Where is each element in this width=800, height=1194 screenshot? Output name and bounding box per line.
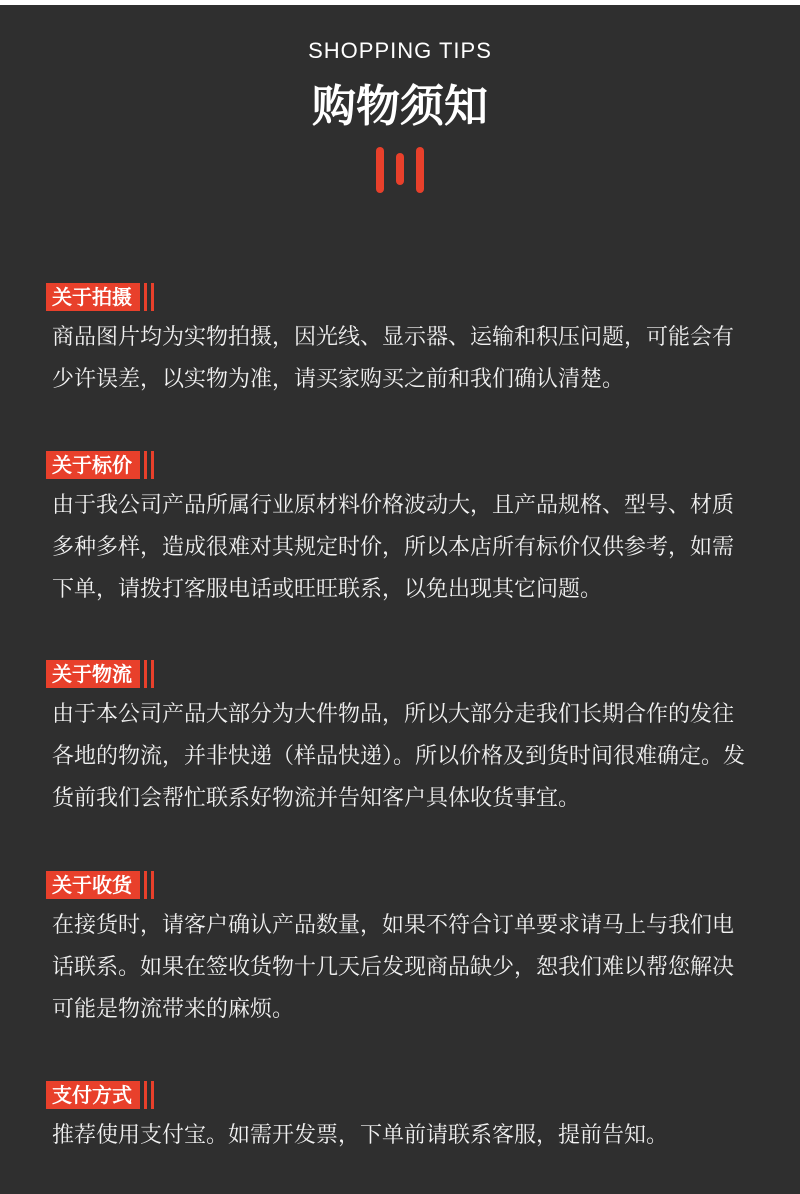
section-body: 由于我公司产品所属行业原材料价格波动大，且产品规格、型号、材质多种多样，造成很难对其规定时价，所以本店所有标价仅供参考，如需下单，请拨打客服电话或旺旺联系，以免出现其它问题。 xyxy=(52,493,735,602)
decorative-bar xyxy=(376,147,384,193)
section-body: 商品图片均为实物拍摄，因光线、显示器、运输和积压问题，可能会有少许误差，以实物为准，请买家购买之前和我们确认清楚。 xyxy=(52,325,735,392)
double-line-icon xyxy=(144,871,158,899)
decorative-bar xyxy=(416,147,424,193)
section-logistics xyxy=(46,660,756,820)
double-line-icon xyxy=(144,283,158,311)
header xyxy=(0,5,800,205)
decorative-bars-icon xyxy=(376,147,424,193)
section-label xyxy=(46,283,756,311)
section-label xyxy=(46,660,756,688)
section-receiving xyxy=(46,871,756,1031)
section-heading: 关于标价 xyxy=(46,451,140,479)
double-line-icon xyxy=(144,660,158,688)
section-payment xyxy=(46,1081,756,1157)
double-line-icon xyxy=(144,451,158,479)
header-subtitle: SHOPPING TIPS xyxy=(308,38,492,63)
page-title: 购物须知 xyxy=(312,81,488,132)
section-label xyxy=(46,871,756,899)
section-heading: 关于物流 xyxy=(46,660,140,688)
section-heading: 关于收货 xyxy=(46,871,140,899)
section-body: 由于本公司产品大部分为大件物品，所以大部分走我们长期合作的发往各地的物流，并非快递（样品快递）。所以价格及到货时间很难确定。发货前我们会帮忙联系好物流并告知客户具体收货事宜。 xyxy=(52,702,746,811)
section-body: 在接货时，请客户确认产品数量，如果不符合订单要求请马上与我们电话联系。如果在签收货物十几天后发现商品缺少，恕我们难以帮您解决可能是物流带来的麻烦。 xyxy=(52,913,735,1022)
section-label xyxy=(46,451,756,479)
section-body: 推荐使用支付宝。如需开发票，下单前请联系客服，提前告知。 xyxy=(52,1123,669,1148)
section-photography xyxy=(46,283,756,401)
section-pricing xyxy=(46,451,756,611)
section-label xyxy=(46,1081,756,1109)
section-heading: 关于拍摄 xyxy=(46,283,140,311)
section-heading: 支付方式 xyxy=(46,1081,140,1109)
decorative-bar xyxy=(396,153,404,185)
double-line-icon xyxy=(144,1081,158,1109)
